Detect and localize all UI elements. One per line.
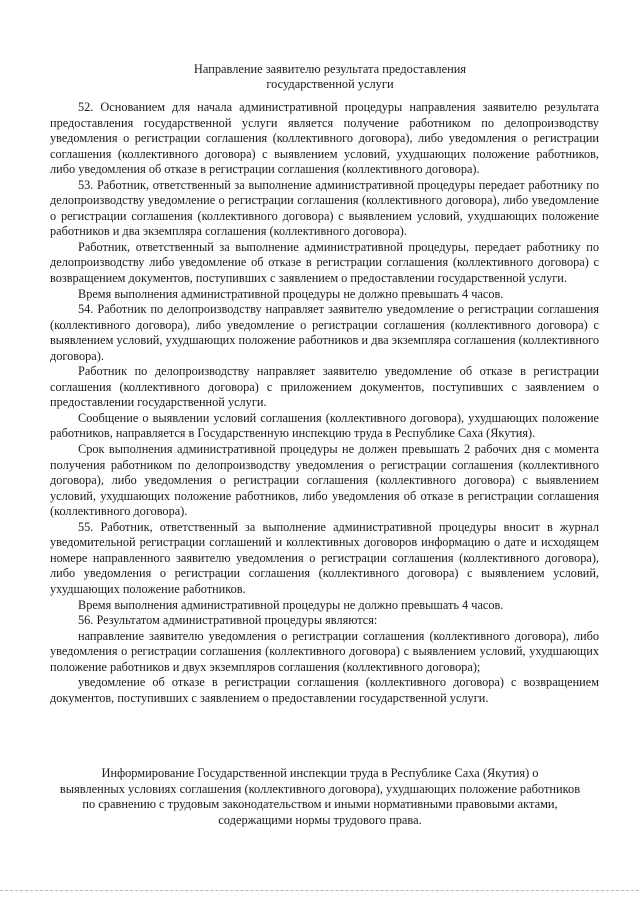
paragraph: Сообщение о выявлении условий соглашения (коллективного договора), ухудшающих положение работников, направляется в Государственную инспекцию труда в Республике Саха (Якутия). [50, 410, 599, 441]
paragraph: Время выполнения административной процедуры не должно превышать 4 часов. [78, 597, 504, 612]
section-heading-line: содержащими нормы трудового права. [218, 812, 422, 827]
document-body [50, 100, 599, 706]
section-heading-line: по сравнению с трудовым законодательством и иными нормативными правовыми актами, [82, 797, 558, 812]
list-item: уведомление об отказе в регистрации соглашения (коллективного договора) с возвращением документов, поступивших с заявлением о предоставлении государственной услуги. [50, 675, 599, 705]
next-section-heading [40, 766, 600, 828]
section-heading-line: Информирование Государственной инспекции труда в Республике Саха (Якутия) о [101, 766, 539, 780]
section-heading-line: государственной услуги [266, 77, 394, 91]
section-heading-line: Направление заявителю результата предоставления [193, 62, 467, 76]
section-heading-line: выявленных условиях соглашения (коллективного договора), ухудшающих положение работников [59, 781, 581, 796]
paragraph: Работник, ответственный за выполнение административной процедуры, передает работнику по делопроизводству либо уведомление об отказе в регистрации соглашения (коллективного договора) с возвращением документов, поступивших с заявлением о предоставлении государственной услуги. [50, 239, 599, 286]
paragraph-53: 53. Работник, ответственный за выполнение административной процедуры передает работнику по делопроизводству уведомление о регистрации соглашения (коллективного договора), либо уведомление о регистрации соглашения (коллективного договора) с выявлением условий, ухудшающих положение работников и два экземпляра соглашения (коллективного договора). [50, 177, 599, 239]
section-heading [60, 62, 600, 92]
paragraph: Работник по делопроизводству направляет заявителю уведомление об отказе в регистрации соглашения (коллективного договора) с приложением документов, поступивших с заявлением о предоставлении государственной услуги. [50, 364, 599, 410]
paragraph-52: 52. Основанием для начала административной процедуры направления заявителю результата предоставления государственной услуги является получение работником по делопроизводству уведомления о регистрации соглашения (коллективного договора), либо уведомления о регистрации соглашения (коллективного договора) с выявлением условий, ухудшающих положение работников, либо уведомления об отказе в регистрации соглашения (коллективного договора). [50, 100, 599, 177]
paragraph: Время выполнения административной процедуры не должно превышать 4 часов. [78, 286, 504, 301]
paragraph-55: 55. Работник, ответственный за выполнение административной процедуры вносит в журнал уведомительной регистрации соглашений и коллективных договоров информацию о дате и исходящем номере направленного заявителю уведомления о регистрации соглашения (коллективного договора), либо уведомления о регистрации соглашения (коллективного договора) с выявлением условий, ухудшающих положение работников. [50, 519, 599, 596]
paragraph-54: 54. Работник по делопроизводству направляет заявителю уведомление о регистрации соглашения (коллективного договора), либо уведомление о регистрации соглашения (коллективного договора) с выявлением условий, ухудшающих положение работников и два экземпляра соглашения (коллективного договора). [50, 302, 599, 363]
list-item: направление заявителю уведомления о регистрации соглашения (коллективного договора), либо уведомления о регистрации соглашения (коллективного договора) с выявлением условий, ухудшающих положение работников и двух экземпляров соглашения (коллективного договора); [50, 628, 599, 674]
scan-edge-divider [0, 890, 639, 891]
paragraph-56: 56. Результатом административной процедуры являются: [78, 613, 378, 628]
paragraph: Срок выполнения административной процедуры не должен превышать 2 рабочих дня с момента получения работником по делопроизводству уведомления о регистрации соглашения (коллективного договора), либо уведомления о регистрации соглашения (коллективного договора) с выявлением условий, ухудшающих положение работников, либо уведомления об отказе в регистрации соглашения (коллективного договора). [50, 442, 599, 519]
